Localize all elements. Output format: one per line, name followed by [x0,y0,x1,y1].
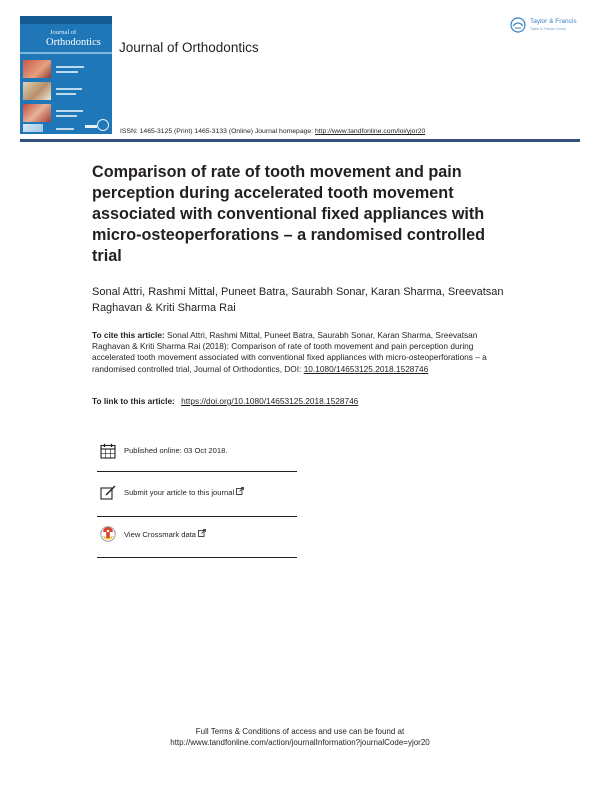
cover-label-big: Orthodontics [46,37,101,48]
cover-photo-4 [23,124,43,132]
cover-text-line [56,88,82,90]
cover-text-line [56,128,74,130]
crossmark-row[interactable] [97,523,297,552]
journal-cover [20,16,112,134]
header-rule [20,139,580,142]
citation-block [92,330,492,375]
issn-text: ISSN: 1465-3125 (Print) 1465-3133 (Online) Journal homepage: [120,128,314,135]
cover-seal [97,119,109,131]
cover-label-small: Journal of [50,29,77,36]
journal-homepage-link[interactable]: http://www.tandfonline.com/loi/yjor20 [314,128,426,135]
edit-icon [100,484,116,500]
published-row [97,440,297,469]
footer-terms-url[interactable]: http://www.tandfonline.com/action/journalInformation?journalCode=yjor20 [170,738,430,747]
crossmark-link[interactable] [124,529,206,539]
citation-label: To cite this article: [92,330,165,340]
citation-text: Sonal Attri, Rashmi Mittal, Puneet Batra, Saurabh Sonar, Karan Sharma, Sreevatsan Raghavan & Kriti Sharma Rai (2018): Comparison of rate of tooth movement and pain perception during accelerated tooth movement associated with conventional fixed appliances with micro-osteoperforations – a randomised controlled trial, Journal of Orthodontics, DOI: [92,330,487,374]
article-doi-link[interactable]: https://doi.org/10.1080/14653125.2018.1528746 [181,396,359,406]
submit-article-link[interactable] [124,487,244,497]
cover-band [20,52,112,54]
cover-top-strip [20,16,112,24]
crossmark-label: View Crossmark data [124,530,197,539]
cover-seal-bar [85,125,97,128]
external-link-icon [236,487,244,495]
publisher-logo-icon [510,17,526,33]
cover-text-line [56,93,76,95]
link-label: To link to this article: [92,396,175,406]
cover-photo-1 [23,60,51,78]
publisher-logo[interactable] [510,16,584,36]
meta-divider [97,471,297,472]
meta-divider [97,557,297,558]
publisher-subname: Taylor & Francis Group [530,27,566,31]
cover-photo-3 [23,104,51,122]
citation-doi-link[interactable]: 10.1080/14653125.2018.1528746 [303,363,429,374]
article-link-line [92,396,358,406]
meta-divider [97,516,297,517]
calendar-icon [100,443,116,459]
cover-text-line [56,71,78,73]
article-authors: Sonal Attri, Rashmi Mittal, Puneet Batra, Saurabh Sonar, Karan Sharma, Sreevatsan Raghavan & Kriti Sharma Rai [92,286,504,314]
crossmark-icon [100,526,116,542]
footer-terms: Full Terms & Conditions of access and use can be found at [195,727,405,736]
external-link-icon [198,529,206,537]
cover-text-line [56,115,77,117]
article-title: Comparison of rate of tooth movement and pain perception during accelerated tooth movement associated with conventional fixed appliances with micro-osteoperforations – a randomised controlled trial [92,163,486,265]
journal-title: Journal of Orthodontics [119,40,259,55]
issn-line [120,128,425,135]
cover-photo-2 [23,82,51,100]
submit-article-label: Submit your article to this journal [124,488,235,497]
submit-row[interactable] [97,481,297,510]
cover-text-line [56,110,83,112]
published-date: Published online: 03 Oct 2018. [124,446,228,455]
footer [100,726,500,748]
publisher-name: Taylor & Francis [530,18,577,25]
cover-text-line [56,66,84,68]
